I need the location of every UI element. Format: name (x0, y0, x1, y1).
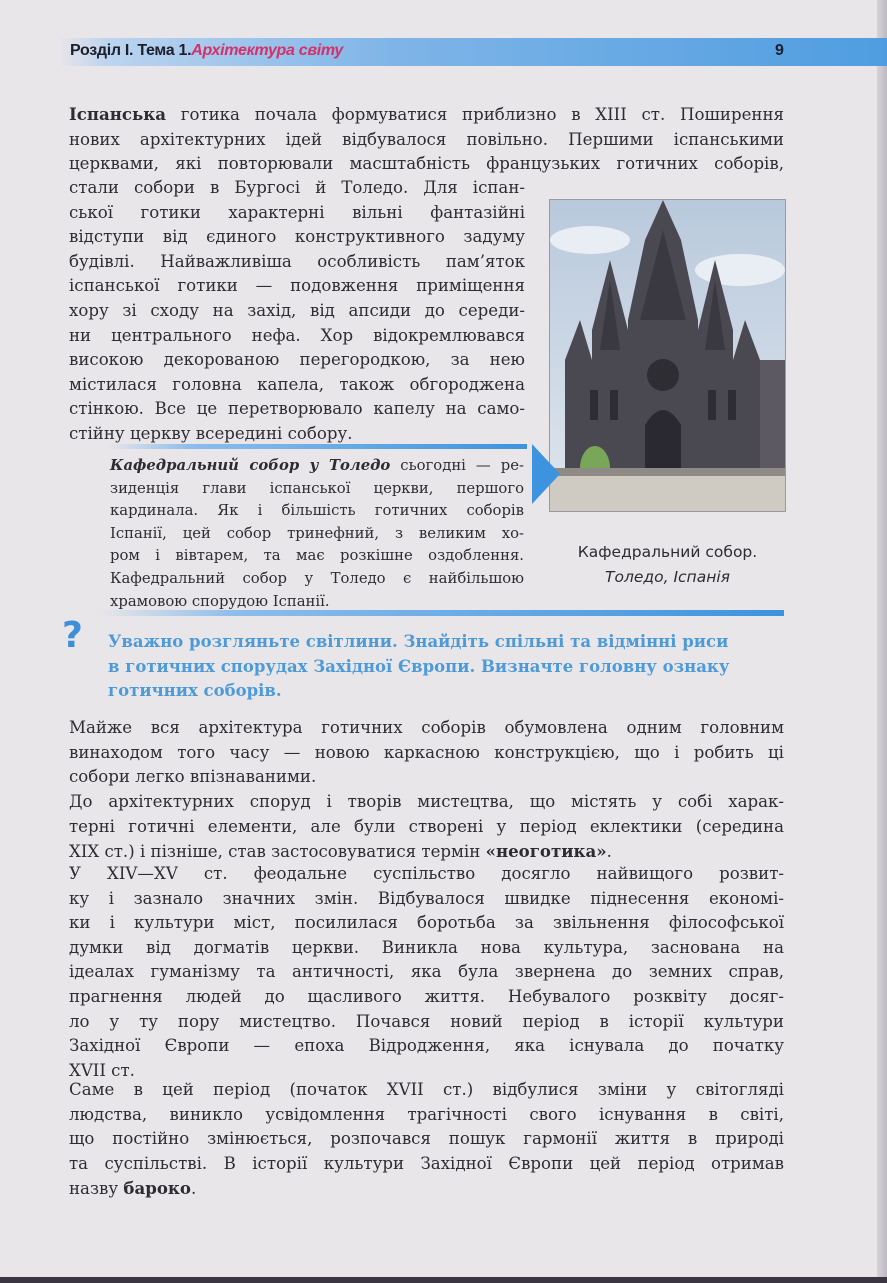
page-edge (877, 0, 887, 1283)
text-line: терні готичні елементи, але були створені у період еклектики (середина (69, 816, 784, 836)
paragraph-spanish-gothic-intro (69, 102, 784, 177)
text-line: церквами, які повторювали масштабність французьких готичних соборів, (69, 154, 784, 174)
inset-toledo-cathedral (110, 455, 524, 613)
text-line: зиденція глави іспанської церкви, першого (110, 479, 524, 497)
paragraph-frame-construction (69, 716, 784, 790)
text-line: Майже вся архітектура готичних соборів обумовлена одним головним (69, 718, 784, 737)
text-line: У XIV—XV ст. феодальне суспільство досягло найвищого розвит- (69, 864, 784, 883)
text-line: Уважно розгляньте світлини. Знайдіть спільні та відмінні риси (108, 632, 729, 651)
caption-title: Кафедральний собор. (577, 543, 758, 561)
text-line: собори легко впізнаваними. (69, 767, 317, 787)
text-line: ло у ту пору мистецтво. Почався новий період в історії культури (69, 1011, 784, 1031)
text-line: будівлі. Найважливіша особливість пам’яток (69, 251, 525, 271)
text-line: ки і культури міст, посилилася боротьба за звільнення філософської (69, 913, 784, 933)
paragraph-baroque (69, 1078, 784, 1202)
inset-divider-top (107, 444, 527, 449)
text-line: XVII ст. (69, 1060, 135, 1080)
text-line: високою декорованою перегородкою, за нею (69, 350, 525, 370)
text-line: прагнення людей до щасливого життя. Небувалого розквіту досяг- (69, 986, 784, 1006)
paragraph-neogothic (69, 790, 784, 865)
text-line: Іспанська готика почала формуватися приблизно в XIII ст. Поширення (69, 104, 784, 124)
text-line: До архітектурних споруд і творів мистецтва, що містять у собі харак- (69, 792, 784, 811)
text-line: та суспільстві. В історії культури Західної Європи цей період отримав (69, 1153, 784, 1173)
text-line: Іспанії, цей собор тринефний, з великим хо- (110, 524, 524, 542)
text-line: нових архітектурних ідей відбувалося повільно. Першими іспанськими (69, 129, 784, 149)
text-line: Кафедральний собор у Толедо сьогодні — ре- (110, 457, 524, 474)
text-line: храмовою спорудою Іспанії. (110, 592, 330, 610)
text-line: ської готики характерні вільні фантазійні (69, 202, 525, 222)
paragraph-spanish-gothic-body (69, 176, 525, 447)
text-line: готичних соборів. (108, 681, 282, 700)
text-line: ку і зазнало значних змін. Відбувалося швидке піднесення економі- (69, 888, 784, 908)
text-line: ідеалах гуманізму та античності, яка була звернена до земних справ, (69, 962, 784, 982)
text-line: Західної Європи — епоха Відродження, яка існувала до початку (69, 1036, 784, 1056)
text-line: стійну церкву всередині собору. (69, 423, 353, 443)
text-line: хору зі сходу на захід, від апсиди до середи- (69, 300, 525, 320)
caption-location: Толедо, Іспанія (605, 568, 730, 586)
page-bottom-edge (0, 1277, 887, 1283)
cathedral-photo (549, 199, 786, 512)
text-line: ни центрального нефа. Хор відокремлювався (69, 325, 525, 345)
paragraph-renaissance (69, 862, 784, 1083)
text-line: людства, виникло усвідомлення трагічності свого існування в світі, (69, 1104, 784, 1124)
lead-term: Іспанська (69, 104, 167, 124)
inset-title: Кафедральний собор у Толедо (110, 457, 391, 474)
text-line: винаходом того часу — новою каркасною конструкцією, що і робить ці (69, 742, 784, 762)
text-line: в готичних спорудах Західної Європи. Визначте головну ознаку (108, 656, 730, 676)
text-line: кардинала. Як і більшість готичних соборів (110, 502, 524, 520)
question-mark-icon: ? (62, 615, 83, 656)
term-baroque: бароко (123, 1178, 191, 1199)
text-line: XIX ст.) і пізніше, став застосовуватися термін «неоготика». (69, 841, 612, 862)
text-line: стали собори в Бургосі й Толедо. Для іспан- (69, 178, 525, 197)
header-title (70, 40, 343, 62)
header-section: Розділ І. Тема 1. (70, 42, 192, 59)
pointer-arrow-icon (532, 444, 560, 504)
question-divider (100, 610, 784, 616)
photo-caption (540, 540, 795, 590)
text-line: іспанської готики — подовження приміщення (69, 276, 525, 296)
text-line: містилася головна капела, також обгороджена (69, 374, 525, 394)
text-line: назву бароко. (69, 1178, 197, 1199)
header-topic: Архітектура світу (191, 42, 343, 59)
question-prompt (108, 630, 728, 704)
term-neogothic: «неоготика» (485, 841, 607, 862)
text-line: відступи від єдиного конструктивного задуму (69, 227, 525, 247)
text-line: ром і вівтарем, та має розкішне оздоблення. (110, 547, 524, 565)
text-line: думки від догматів церкви. Виникла нова культура, заснована на (69, 937, 784, 957)
text-line: стінкою. Все це перетворювало капелу на само- (69, 399, 525, 419)
text-line: що постійно змінюється, розпочався пошук гармонії життя в природі (69, 1129, 784, 1149)
text-line: Саме в цей період (початок XVII ст.) відбулися зміни у світогляді (69, 1080, 784, 1099)
page-number: 9 (775, 42, 784, 59)
text-line: Кафедральний собор у Толедо є найбільшою (110, 569, 524, 587)
